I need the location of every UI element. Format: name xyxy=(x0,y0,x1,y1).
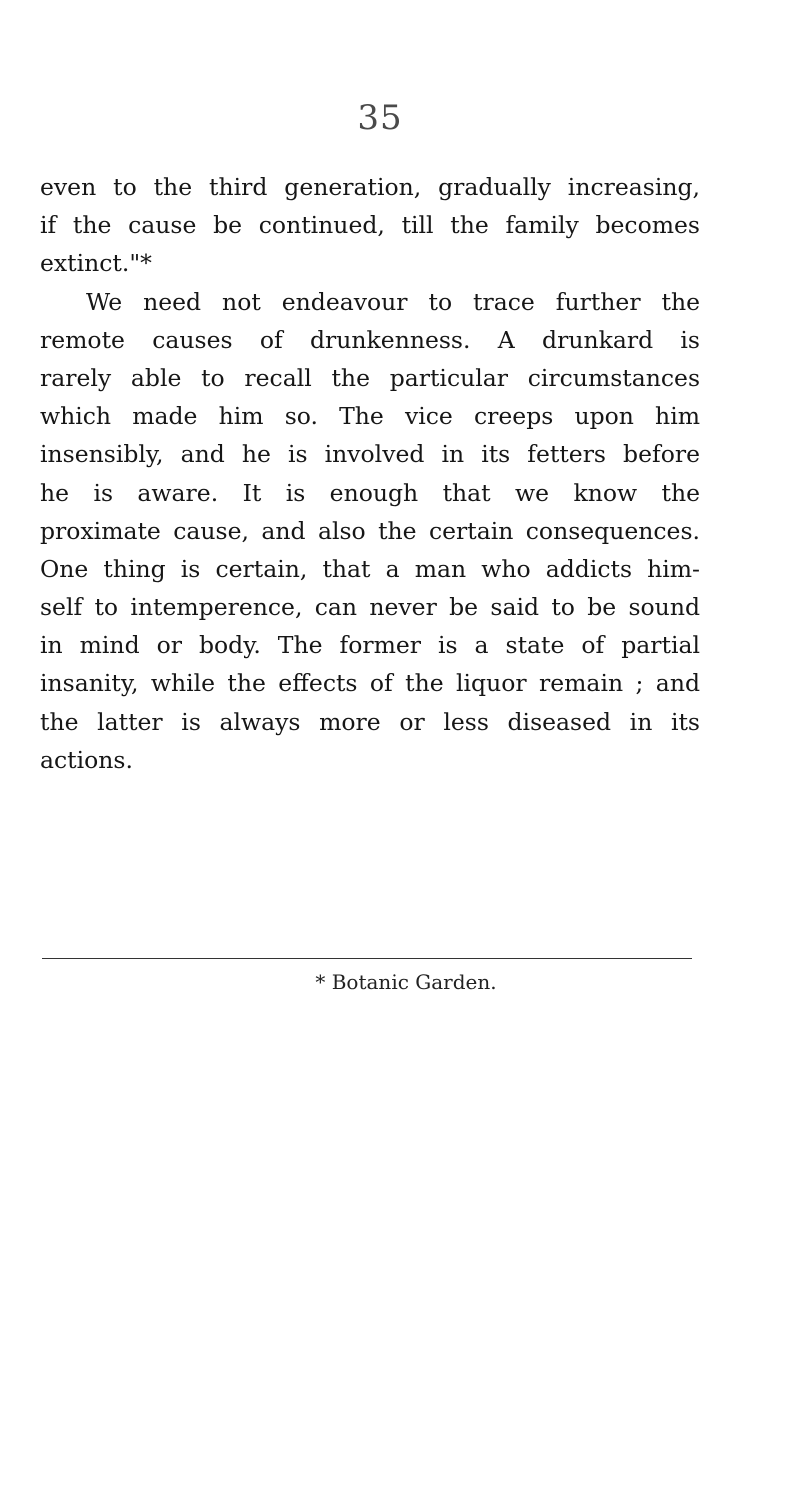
text-line: even to the third generation, gradually increasing, xyxy=(40,173,700,201)
text-line: remote causes of drunkenness. A drunkard is xyxy=(40,325,700,354)
text-line: self to intemperence, can never be said to be sound xyxy=(40,593,700,622)
text-line: proximate cause, and also the certain consequences. xyxy=(40,516,700,545)
text-line: insensibly, and he is involved in its fetters before xyxy=(40,440,700,469)
text-line: the latter is always more or less diseased in its xyxy=(40,707,700,736)
text-line: rarely able to recall the particular circumstances xyxy=(40,363,700,392)
text-line: in mind or body. The former is a state of partial xyxy=(40,631,700,660)
text-line: which made him so. The vice creeps upon him xyxy=(40,402,700,431)
text-line: insanity, while the effects of the liquor remain ; and xyxy=(40,669,700,698)
text-line: One thing is certain, that a man who addicts him- xyxy=(40,554,700,583)
text-line: if the cause be continued, till the family becomes xyxy=(40,211,700,240)
text-line: extinct."* xyxy=(40,249,152,278)
body-text xyxy=(40,168,700,779)
text-line: actions. xyxy=(40,745,133,774)
footnote xyxy=(0,970,800,994)
footnote-text: * Botanic Garden. xyxy=(315,970,497,994)
text-line: We need not endeavour to trace further the xyxy=(86,287,700,316)
text-line: he is aware. It is enough that we know the xyxy=(40,478,700,507)
footnote-divider xyxy=(42,958,692,959)
page-number: 35 xyxy=(357,98,403,138)
